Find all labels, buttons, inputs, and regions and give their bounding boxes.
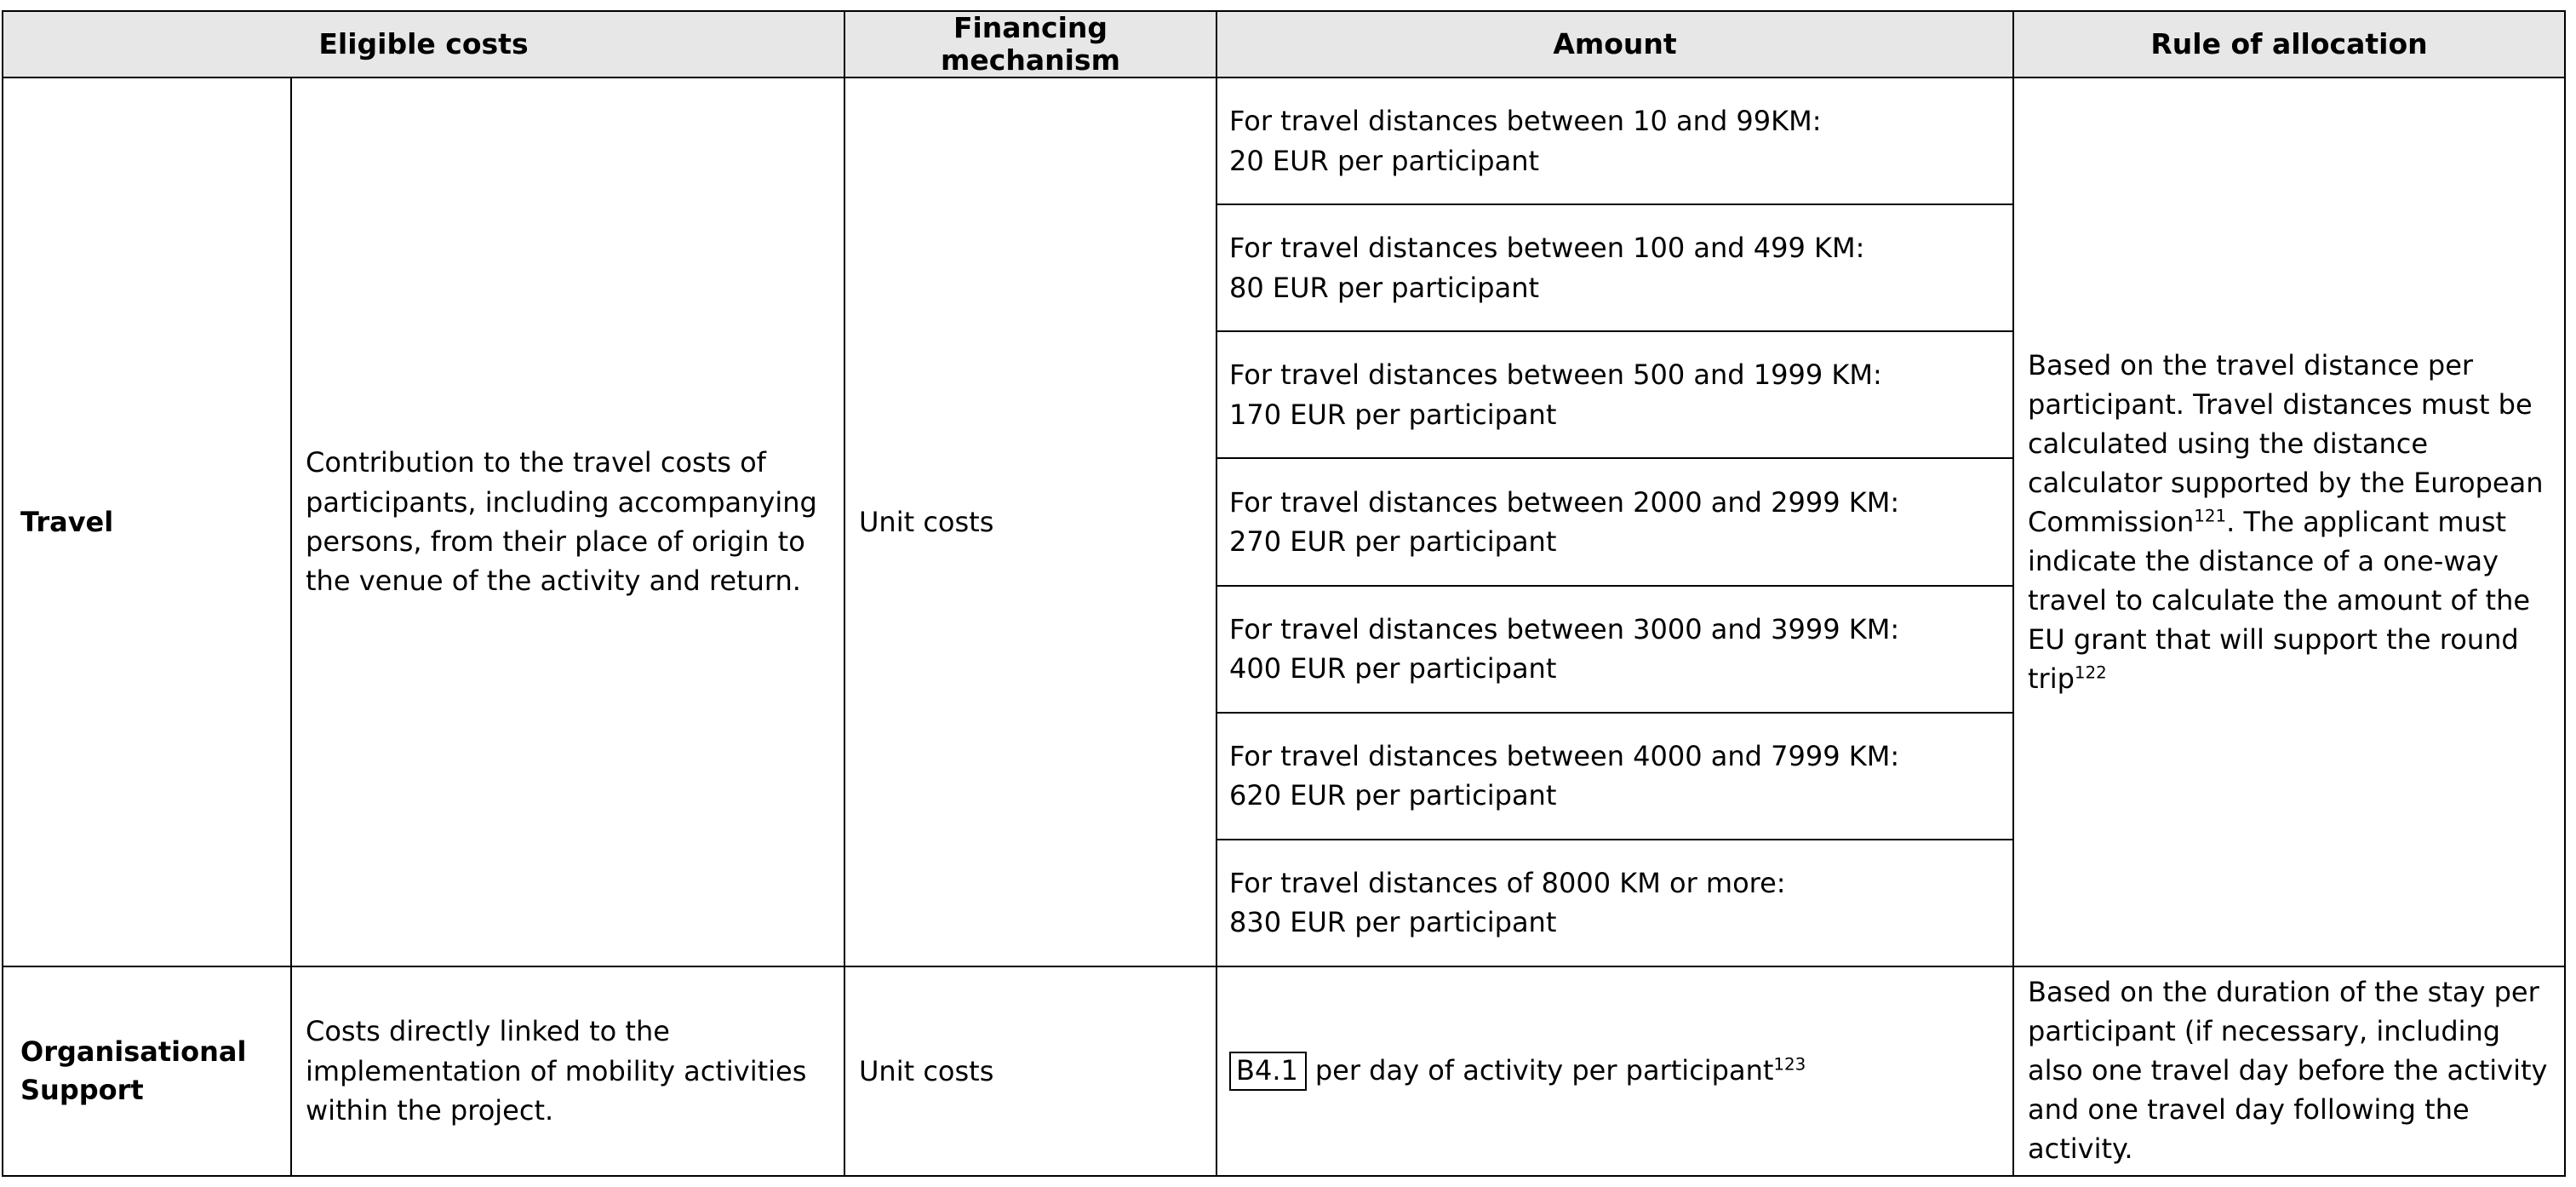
amount-band-8000-plus [1217,840,2012,966]
travel-financing: Unit costs [859,506,994,538]
org-description: Costs directly linked to the implementation of mobility activities within the project. [306,1015,807,1127]
amount-band-2000-2999 [1217,459,2012,586]
amount-band-line1: For travel distances of 8000 KM or more: [1229,867,1786,900]
organisational-support-label: Organisational Support [20,1035,247,1106]
amount-band-3000-3999 [1217,587,2012,714]
travel-rule-cell [2014,78,2564,967]
amount-band-line1: For travel distances between 100 and 499 KM: [1229,232,1865,265]
header-financing-mechanism-label: Financing mechanism [941,11,1120,77]
amount-band-line2: 20 EUR per participant [1229,144,1540,177]
amount-band-500-1999 [1217,332,2012,459]
header-eligible-costs-label: Eligible costs [318,27,529,61]
footnote-ref-121: 121 [2194,506,2227,526]
b41-value-box: B4.1 [1229,1052,1307,1091]
row-label-organisational-support [3,967,292,1175]
travel-rule-part1: Based on the travel distance per participant. Travel distances must be calculated using the distance calculator supported by the European Commission [2028,348,2544,538]
footnote-ref-122: 122 [2074,662,2107,683]
header-amount-label: Amount [1553,27,1677,61]
amount-band-line2: 400 EUR per participant [1229,652,1557,685]
travel-label: Travel [20,505,114,538]
travel-financing-cell [845,78,1217,967]
header-rule-of-allocation [2014,12,2564,78]
amount-band-line2: 80 EUR per participant [1229,271,1540,304]
amount-band-line1: For travel distances between 4000 and 7999 KM: [1229,739,1900,772]
travel-description-cell [292,78,845,967]
amount-band-line1: For travel distances between 2000 and 2999 KM: [1229,485,1900,519]
header-amount [1217,12,2014,78]
amount-band-line2: 830 EUR per participant [1229,906,1557,939]
org-description-cell [292,967,845,1175]
row-label-travel [3,78,292,967]
travel-rule-part2: . The applicant must indicate the distance of a one-way travel to calculate the amount of the EU grant that will support the round trip [2028,505,2531,696]
amount-band-10-99 [1217,78,2012,205]
travel-description: Contribution to the travel costs of participants, including accompanying persons, from their place of origin to the venue of the activity and return. [306,446,817,598]
org-financing-cell [845,967,1217,1175]
amount-band-line2: 620 EUR per participant [1229,779,1557,812]
travel-amounts-cell [1217,78,2014,967]
amount-band-4000-7999 [1217,714,2012,840]
amount-band-line2: 170 EUR per participant [1229,398,1557,431]
eligible-costs-table [2,10,2566,1177]
amount-band-line1: For travel distances between 10 and 99KM: [1229,105,1822,138]
org-amount-text [1229,1052,1806,1091]
org-rule-cell [2014,967,2564,1175]
org-amount-label: per day of activity per participant [1314,1054,1774,1087]
amount-band-100-499 [1217,205,2012,332]
org-financing: Unit costs [859,1055,994,1087]
org-amount-cell [1217,967,2014,1175]
header-rule-of-allocation-label: Rule of allocation [2150,27,2428,61]
travel-rule-text [2028,346,2552,699]
amount-band-line1: For travel distances between 500 and 1999 KM: [1229,358,1882,392]
header-financing-mechanism [845,12,1217,78]
footnote-ref-123: 123 [1773,1054,1806,1075]
header-eligible-costs [3,12,845,78]
amount-band-line1: For travel distances between 3000 and 3999 KM: [1229,612,1900,645]
amount-band-line2: 270 EUR per participant [1229,525,1557,558]
org-rule-text: Based on the duration of the stay per participant (if necessary, including also one travel day before the activity and one travel day following the activity. [2028,976,2548,1166]
